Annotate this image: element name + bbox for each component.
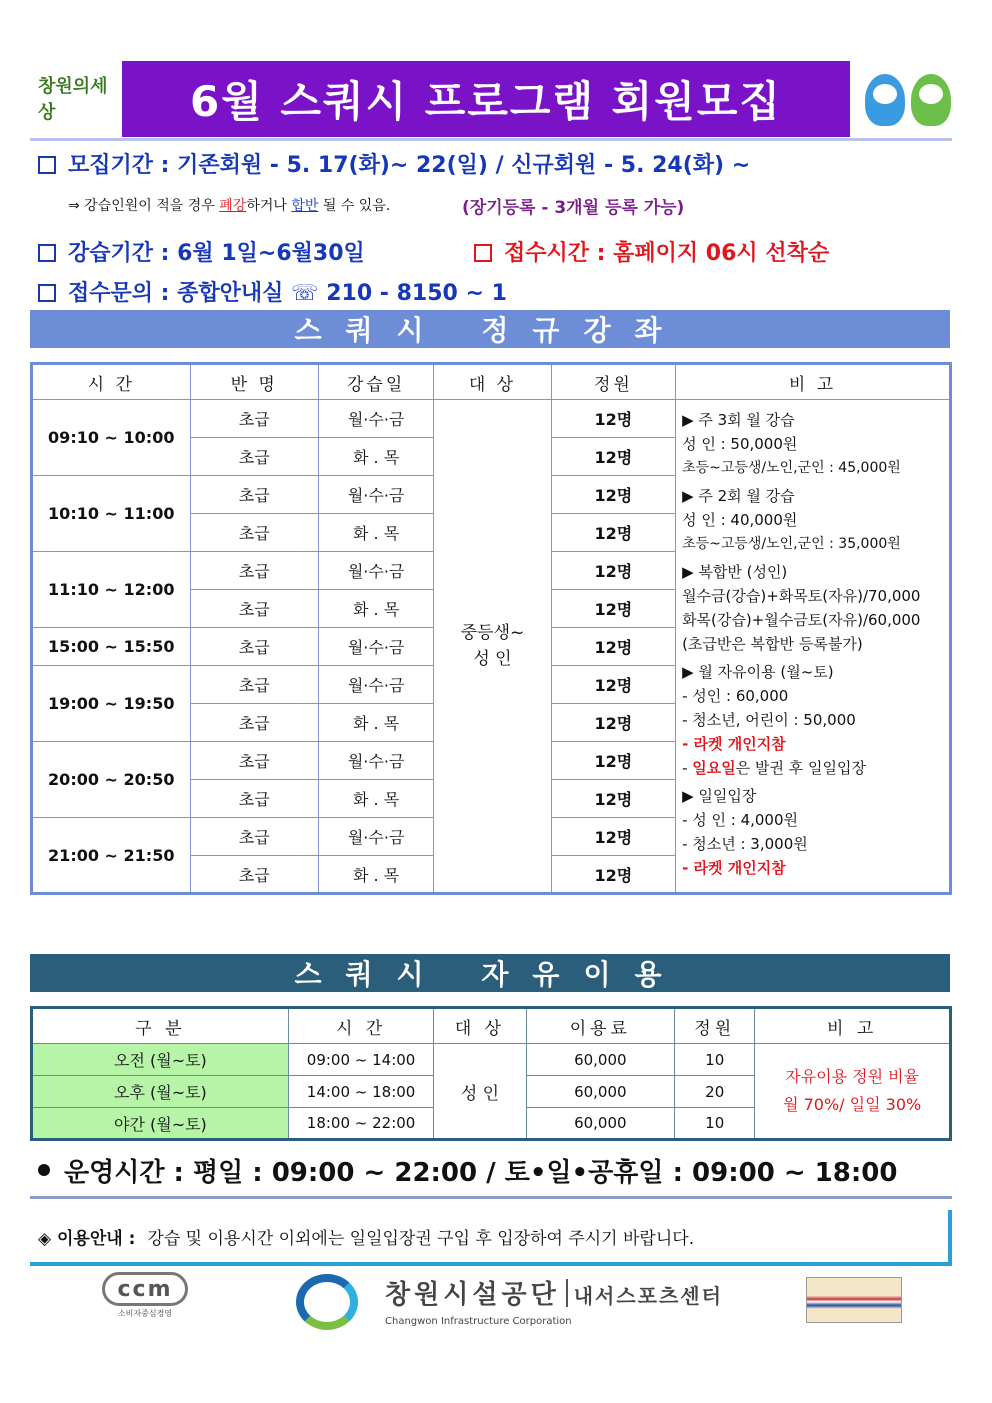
note-line: 자유이용 정원 비율 xyxy=(785,1067,920,1086)
inquiry-text: 접수문의 : 종합안내실 ☏ 210 - 8150 ~ 1 xyxy=(68,281,507,306)
capacity-cell: 10 xyxy=(675,1044,755,1076)
organization-english-name: Changwon Infrastructure Corporation xyxy=(385,1316,572,1327)
note-line: 화목(강습)+월수금토(자유)/60,000 xyxy=(682,611,921,629)
period-cell: 오후 (월~토) xyxy=(32,1076,289,1108)
header-cell: 강습일 xyxy=(318,364,433,400)
note-mid: 하거나 xyxy=(246,198,292,214)
class-cell: 초급 xyxy=(190,818,318,856)
ccm-mark: ccm xyxy=(102,1272,188,1306)
note-prefix: ⇒ 강습인원이 적을 경우 xyxy=(68,198,220,214)
time-cell: 20:00 ~ 20:50 xyxy=(32,742,191,818)
usage-guide-label: ◈ 이용안내 : xyxy=(38,1228,136,1249)
ccm-subtitle: 소비자중심경영 xyxy=(117,1309,173,1318)
note-line: 초등~고등생/노인,군인 : 35,000원 xyxy=(682,536,901,552)
class-cell: 초급 xyxy=(190,476,318,514)
class-cell: 초급 xyxy=(190,438,318,476)
header-cell: 정원 xyxy=(675,1008,755,1044)
time-cell: 09:00 ~ 14:00 xyxy=(288,1044,433,1076)
note-suffix: 될 수 있음. xyxy=(318,198,391,214)
changwon-swirl-icon xyxy=(296,1274,358,1330)
name-divider xyxy=(566,1279,568,1307)
usage-guide-text: 강습 및 이용시간 이외에는 일일입장권 구입 후 입장하여 주시기 바랍니다. xyxy=(147,1228,695,1249)
checkbox-square-icon xyxy=(474,244,492,262)
header-cell: 시 간 xyxy=(32,364,191,400)
period-cell: 오전 (월~토) xyxy=(32,1044,289,1076)
time-cell: 18:00 ~ 22:00 xyxy=(288,1108,433,1140)
capacity-cell: 12명 xyxy=(551,438,675,476)
class-cell: 초급 xyxy=(190,856,318,894)
reception-time-text: 접수시간 : 홈페이지 06시 선착순 xyxy=(504,241,830,266)
note-line: - 라켓 개인지참 xyxy=(682,859,786,877)
class-cell: 초급 xyxy=(190,552,318,590)
class-cell: 초급 xyxy=(190,666,318,704)
regular-course-table xyxy=(30,362,952,895)
days-cell: 화 . 목 xyxy=(318,590,433,628)
days-cell: 화 . 목 xyxy=(318,704,433,742)
header-cell: 대 상 xyxy=(434,364,551,400)
capacity-cell: 20 xyxy=(675,1076,755,1108)
time-cell: 15:00 ~ 15:50 xyxy=(32,628,191,666)
header-cell: 정원 xyxy=(551,364,675,400)
long-term-registration: (장기등록 - 3개월 등록 가능) xyxy=(462,198,685,218)
days-cell: 화 . 목 xyxy=(318,856,433,894)
capacity-cell: 12명 xyxy=(551,400,675,438)
days-cell: 월·수·금 xyxy=(318,552,433,590)
capacity-cell: 12명 xyxy=(551,628,675,666)
checkbox-square-icon xyxy=(38,156,56,174)
ccm-logo xyxy=(100,1272,190,1332)
note-line: ▶ 복합반 (성인) xyxy=(682,563,788,581)
certification-badge-icon xyxy=(806,1277,902,1323)
note-line: ▶ 주 3회 월 강습 xyxy=(682,411,795,429)
class-cell: 초급 xyxy=(190,742,318,780)
inquiry xyxy=(38,276,507,307)
note-line: - 일요일은 발권 후 일일입장 xyxy=(682,759,866,777)
header-cell: 이용료 xyxy=(526,1008,674,1044)
note-line: 초등~고등생/노인,군인 : 45,000원 xyxy=(682,460,901,476)
hours-divider xyxy=(30,1196,952,1199)
fee-cell: 60,000 xyxy=(526,1044,674,1076)
capacity-cell: 12명 xyxy=(551,476,675,514)
capacity-cell: 12명 xyxy=(551,742,675,780)
sports-center-name: 내서스포츠센터 xyxy=(573,1284,723,1308)
note-line: ▶ 월 자유이용 (월~토) xyxy=(682,663,834,681)
note-line: ▶ 주 2회 월 강습 xyxy=(682,487,795,505)
capacity-cell: 10 xyxy=(675,1108,755,1140)
capacity-cell: 12명 xyxy=(551,590,675,628)
note-merge: 합반 xyxy=(291,198,319,214)
capacity-cell: 12명 xyxy=(551,780,675,818)
operating-hours xyxy=(38,1152,897,1189)
capacity-cell: 12명 xyxy=(551,514,675,552)
capacity-cell: 12명 xyxy=(551,666,675,704)
class-cell: 초급 xyxy=(190,780,318,818)
days-cell: 월·수·금 xyxy=(318,666,433,704)
note-line: - 청소년 : 3,000원 xyxy=(682,835,808,853)
city-slogan-logo: 창원의세상 xyxy=(38,76,108,123)
class-cell: 초급 xyxy=(190,590,318,628)
fee-cell: 60,000 xyxy=(526,1076,674,1108)
checkbox-square-icon xyxy=(38,284,56,302)
mascot-icons xyxy=(860,70,955,130)
note-line: 성 인 : 50,000원 xyxy=(682,435,798,453)
lesson-period xyxy=(38,236,365,267)
table-header-row xyxy=(32,1008,951,1044)
note-closed: 폐강 xyxy=(219,198,247,214)
title-divider xyxy=(30,138,952,141)
class-cell: 초급 xyxy=(190,628,318,666)
note-line: 성 인 : 40,000원 xyxy=(682,511,798,529)
note-line: 월수금(강습)+화목토(자유)/70,000 xyxy=(682,587,921,605)
target-line: 중등생~ xyxy=(460,623,525,643)
class-cell: 초급 xyxy=(190,704,318,742)
table-row xyxy=(32,400,951,438)
recruit-note xyxy=(68,195,390,215)
class-cell: 초급 xyxy=(190,514,318,552)
header-cell: 시 간 xyxy=(288,1008,433,1044)
note-line: - 청소년, 어린이 : 50,000 xyxy=(682,711,856,729)
regular-course-banner: 스쿼시 정규강좌 xyxy=(30,310,950,348)
free-use-table xyxy=(30,1006,952,1141)
class-cell: 초급 xyxy=(190,400,318,438)
time-cell: 19:00 ~ 19:50 xyxy=(32,666,191,742)
header-cell: 대 상 xyxy=(434,1008,526,1044)
note-line: ▶ 일일입장 xyxy=(682,787,757,805)
free-use-banner: 스쿼시 자유이용 xyxy=(30,954,950,992)
time-cell: 14:00 ~ 18:00 xyxy=(288,1076,433,1108)
time-cell: 09:10 ~ 10:00 xyxy=(32,400,191,476)
time-cell: 21:00 ~ 21:50 xyxy=(32,818,191,894)
recruit-period-text: 모집기간 : 기존회원 - 5. 17(화)~ 22(일) / 신규회원 - 5. 24(화) ~ xyxy=(68,153,751,178)
header-cell: 비 고 xyxy=(755,1008,951,1044)
note-line: - 성 인 : 4,000원 xyxy=(682,811,799,829)
note-line: - 성인 : 60,000 xyxy=(682,687,789,705)
days-cell: 월·수·금 xyxy=(318,742,433,780)
capacity-cell: 12명 xyxy=(551,856,675,894)
days-cell: 월·수·금 xyxy=(318,476,433,514)
target-line: 성 인 xyxy=(473,649,512,669)
notes-cell xyxy=(676,400,951,894)
organization-name xyxy=(385,1274,723,1311)
time-cell: 11:10 ~ 12:00 xyxy=(32,552,191,628)
table-header-row xyxy=(32,364,951,400)
mascot-green-icon xyxy=(911,74,951,126)
header-cell: 반 명 xyxy=(190,364,318,400)
usage-guide xyxy=(30,1210,952,1266)
fee-cell: 60,000 xyxy=(526,1108,674,1140)
lesson-period-text: 강습기간 : 6월 1일~6월30일 xyxy=(68,241,365,266)
table-row xyxy=(32,1044,951,1076)
header-cell: 비 고 xyxy=(676,364,951,400)
time-cell: 10:10 ~ 11:00 xyxy=(32,476,191,552)
days-cell: 월·수·금 xyxy=(318,400,433,438)
note-line: - 라켓 개인지참 xyxy=(682,735,786,753)
bullet-icon xyxy=(38,1164,50,1176)
page-title: 6월 스쿼시 프로그램 회원모집 xyxy=(122,61,850,137)
target-cell xyxy=(434,400,551,894)
capacity-cell: 12명 xyxy=(551,818,675,856)
period-cell: 야간 (월~토) xyxy=(32,1108,289,1140)
operating-hours-text: 운영시간 : 평일 : 09:00 ~ 22:00 / 토•일•공휴일 : 09:00 ~ 18:00 xyxy=(64,1158,898,1188)
days-cell: 월·수·금 xyxy=(318,818,433,856)
target-cell: 성 인 xyxy=(434,1044,526,1140)
header-cell: 구 분 xyxy=(32,1008,289,1044)
mascot-blue-icon xyxy=(865,74,905,126)
recruit-period xyxy=(38,148,750,179)
organization-name-text: 창원시설공단 xyxy=(385,1280,560,1310)
note-line: (초급반은 복합반 등록불가) xyxy=(682,635,863,653)
capacity-cell: 12명 xyxy=(551,552,675,590)
note-line: 월 70%/ 일일 30% xyxy=(783,1095,922,1114)
checkbox-square-icon xyxy=(38,244,56,262)
days-cell: 화 . 목 xyxy=(318,514,433,552)
days-cell: 화 . 목 xyxy=(318,780,433,818)
capacity-cell: 12명 xyxy=(551,704,675,742)
days-cell: 화 . 목 xyxy=(318,438,433,476)
reception-time xyxy=(474,236,829,267)
days-cell: 월·수·금 xyxy=(318,628,433,666)
changwon-logo xyxy=(292,1272,362,1332)
free-use-note xyxy=(755,1044,951,1140)
